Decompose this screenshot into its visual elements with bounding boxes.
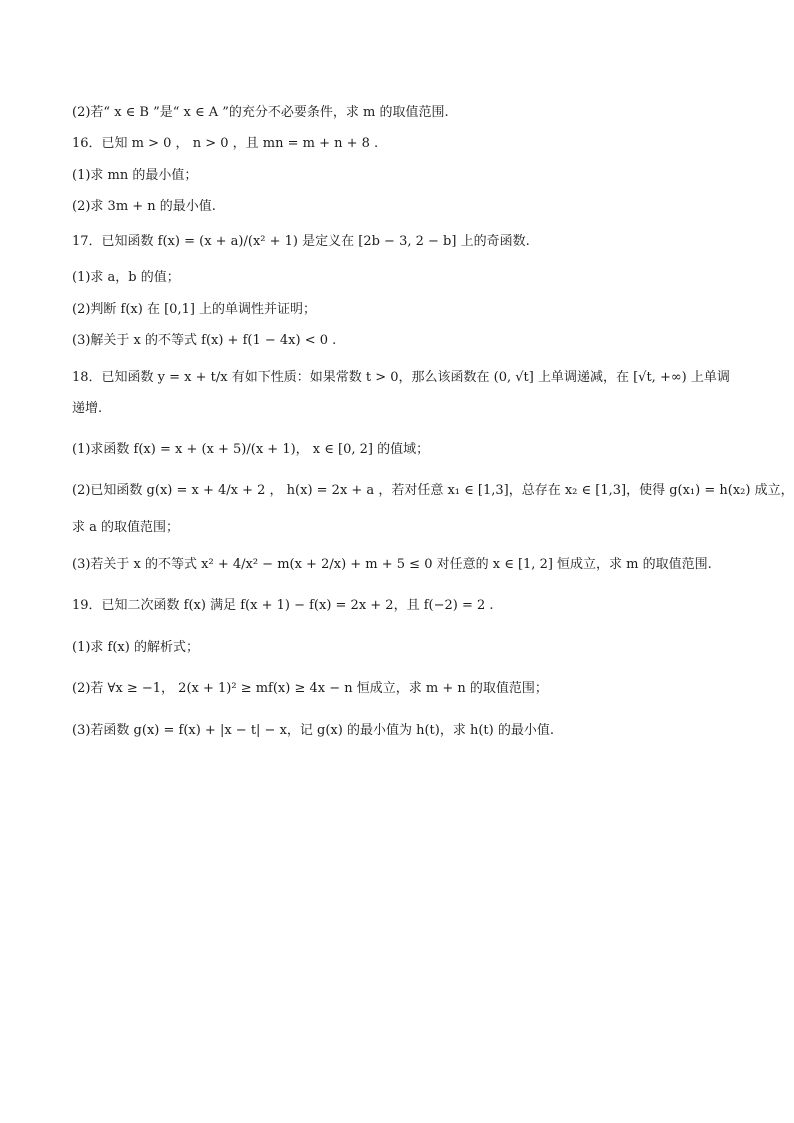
question-18-part-1: (1)求函数 f(x) = x + (x + 5)/(x + 1)， x ∈ [0, 2] 的值域； bbox=[72, 442, 430, 457]
question-15-part-2: (2)若“ x ∈ B ”是“ x ∈ A ”的充分不必要条件，求 m 的取值范围. bbox=[72, 105, 449, 120]
question-16-part-1: (1)求 mn 的最小值； bbox=[72, 168, 198, 183]
question-19-part-3: (3)若函数 g(x) = f(x) + |x − t| − x，记 g(x) 的最小值为 h(t)，求 h(t) 的最小值. bbox=[72, 723, 554, 738]
question-19-part-2: (2)若 ∀x ≥ −1， 2(x + 1)² ≥ mf(x) ≥ 4x − n 恒成立，求 m + n 的取值范围； bbox=[72, 681, 548, 696]
question-17-part-2: (2)判断 f(x) 在 [0,1] 上的单调性并证明； bbox=[72, 302, 317, 317]
question-17-part-1: (1)求 a，b 的值； bbox=[72, 270, 180, 285]
question-16-stem: 16．已知 m > 0 ， n > 0 ，且 mn = m + n + 8 . bbox=[72, 136, 379, 151]
question-18-part-2: (2)已知函数 g(x) = x + 4/x + 2 ， h(x) = 2x + a ，若对任意 x₁ ∈ [1,3]，总存在 x₂ ∈ [1,3]，使得 g(x₁) = h(x₂) 成立， bbox=[72, 483, 794, 498]
question-17-stem: 17．已知函数 f(x) = (x + a)/(x² + 1) 是定义在 [2b − 3, 2 − b] 上的奇函数. bbox=[72, 234, 530, 249]
question-19-part-1: (1)求 f(x) 的解析式； bbox=[72, 640, 199, 655]
question-18-part-2-cont: 求 a 的取值范围； bbox=[72, 520, 180, 535]
question-18-stem-cont: 递增. bbox=[72, 401, 103, 416]
question-18-part-3: (3)若关于 x 的不等式 x² + 4/x² − m(x + 2/x) + m + 5 ≤ 0 对任意的 x ∈ [1, 2] 恒成立，求 m 的取值范围. bbox=[72, 557, 712, 572]
question-19-stem: 19．已知二次函数 f(x) 满足 f(x + 1) − f(x) = 2x + 2，且 f(−2) = 2 . bbox=[72, 598, 494, 613]
question-17-part-3: (3)解关于 x 的不等式 f(x) + f(1 − 4x) < 0 . bbox=[72, 333, 337, 348]
question-18-stem: 18．已知函数 y = x + t/x 有如下性质：如果常数 t > 0，那么该函数在 (0, √t] 上单调递减，在 [√t, +∞) 上单调 bbox=[72, 370, 730, 385]
question-16-part-2: (2)求 3m + n 的最小值. bbox=[72, 199, 216, 214]
